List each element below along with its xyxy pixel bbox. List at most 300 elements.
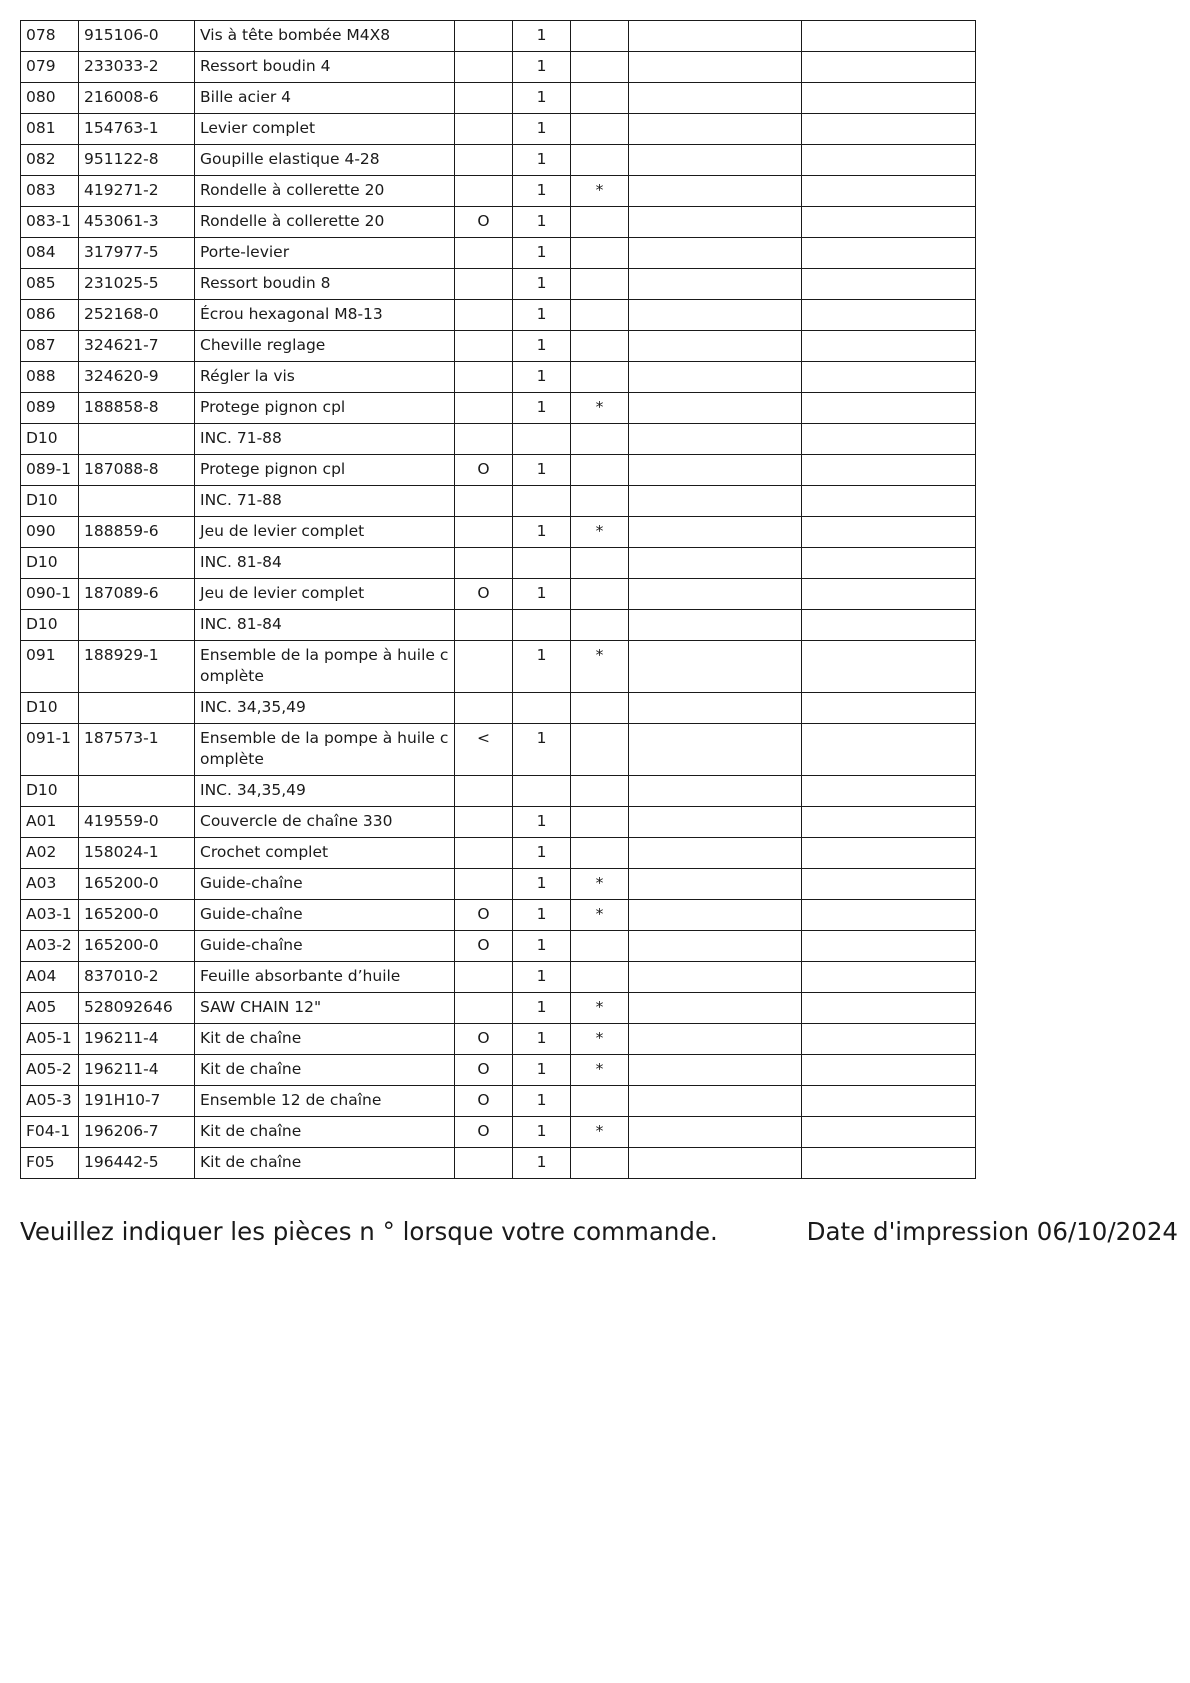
blank-cell <box>629 579 802 610</box>
mark-cell <box>571 300 629 331</box>
description-cell: Crochet complet <box>195 838 455 869</box>
table-row <box>21 1055 976 1086</box>
table-row <box>21 693 976 724</box>
mark-cell <box>571 486 629 517</box>
quantity-cell: 1 <box>513 238 571 269</box>
blank-cell <box>802 269 976 300</box>
description-cell: Kit de chaîne <box>195 1024 455 1055</box>
description-cell: Porte-levier <box>195 238 455 269</box>
part-number-cell: 165200-0 <box>79 900 195 931</box>
print-date: Date d'impression 06/10/2024 <box>806 1217 1178 1246</box>
blank-cell <box>629 517 802 548</box>
part-number-cell: 187573-1 <box>79 724 195 776</box>
mark-cell: * <box>571 1055 629 1086</box>
description-cell: Kit de chaîne <box>195 1148 455 1179</box>
ref-number-cell: D10 <box>21 610 79 641</box>
mark-cell: * <box>571 176 629 207</box>
table-row <box>21 1148 976 1179</box>
blank-cell <box>629 869 802 900</box>
blank-cell <box>629 176 802 207</box>
blank-cell <box>629 52 802 83</box>
part-number-cell: 196206-7 <box>79 1117 195 1148</box>
blank-cell <box>629 362 802 393</box>
blank-cell <box>802 838 976 869</box>
blank-cell <box>802 393 976 424</box>
option-cell <box>455 993 513 1024</box>
part-number-cell: 231025-5 <box>79 269 195 300</box>
description-cell: Goupille elastique 4-28 <box>195 145 455 176</box>
mark-cell <box>571 207 629 238</box>
quantity-cell: 1 <box>513 1024 571 1055</box>
option-cell <box>455 114 513 145</box>
table-row <box>21 176 976 207</box>
mark-cell <box>571 1086 629 1117</box>
mark-cell <box>571 931 629 962</box>
part-number-cell: 165200-0 <box>79 869 195 900</box>
ref-number-cell: 089-1 <box>21 455 79 486</box>
ref-number-cell: 079 <box>21 52 79 83</box>
description-cell: INC. 34,35,49 <box>195 693 455 724</box>
table-row <box>21 393 976 424</box>
part-number-cell <box>79 776 195 807</box>
table-row <box>21 548 976 579</box>
quantity-cell <box>513 693 571 724</box>
quantity-cell <box>513 424 571 455</box>
description-cell: Ensemble de la pompe à huile complète <box>195 724 455 776</box>
part-number-cell: 252168-0 <box>79 300 195 331</box>
blank-cell <box>802 548 976 579</box>
table-row <box>21 807 976 838</box>
option-cell <box>455 52 513 83</box>
mark-cell <box>571 1148 629 1179</box>
blank-cell <box>629 962 802 993</box>
ref-number-cell: 090 <box>21 517 79 548</box>
ref-number-cell: A03-1 <box>21 900 79 931</box>
part-number-cell: 216008-6 <box>79 83 195 114</box>
option-cell <box>455 486 513 517</box>
table-row <box>21 993 976 1024</box>
blank-cell <box>802 455 976 486</box>
quantity-cell <box>513 548 571 579</box>
table-row <box>21 1086 976 1117</box>
description-cell: Écrou hexagonal M8-13 <box>195 300 455 331</box>
table-row <box>21 238 976 269</box>
part-number-cell: 528092646 <box>79 993 195 1024</box>
part-number-cell: 191H10-7 <box>79 1086 195 1117</box>
table-row <box>21 869 976 900</box>
blank-cell <box>802 1117 976 1148</box>
blank-cell <box>802 724 976 776</box>
description-cell: Jeu de levier complet <box>195 517 455 548</box>
option-cell: O <box>455 1024 513 1055</box>
blank-cell <box>629 900 802 931</box>
description-cell: Guide-chaîne <box>195 869 455 900</box>
option-cell <box>455 145 513 176</box>
option-cell <box>455 424 513 455</box>
ref-number-cell: 083-1 <box>21 207 79 238</box>
blank-cell <box>629 1148 802 1179</box>
blank-cell <box>802 931 976 962</box>
table-row <box>21 83 976 114</box>
part-number-cell <box>79 693 195 724</box>
description-cell: Régler la vis <box>195 362 455 393</box>
ref-number-cell: A03-2 <box>21 931 79 962</box>
part-number-cell: 837010-2 <box>79 962 195 993</box>
blank-cell <box>629 1055 802 1086</box>
option-cell <box>455 21 513 52</box>
quantity-cell: 1 <box>513 145 571 176</box>
option-cell <box>455 362 513 393</box>
blank-cell <box>629 486 802 517</box>
blank-cell <box>802 1055 976 1086</box>
table-row <box>21 21 976 52</box>
blank-cell <box>629 776 802 807</box>
table-row <box>21 900 976 931</box>
table-row <box>21 517 976 548</box>
ref-number-cell: 090-1 <box>21 579 79 610</box>
quantity-cell: 1 <box>513 900 571 931</box>
ref-number-cell: 078 <box>21 21 79 52</box>
quantity-cell: 1 <box>513 455 571 486</box>
mark-cell <box>571 145 629 176</box>
option-cell <box>455 962 513 993</box>
blank-cell <box>802 517 976 548</box>
blank-cell <box>629 807 802 838</box>
ref-number-cell: 088 <box>21 362 79 393</box>
blank-cell <box>802 641 976 693</box>
mark-cell: * <box>571 641 629 693</box>
blank-cell <box>802 362 976 393</box>
table-row <box>21 579 976 610</box>
table-row <box>21 145 976 176</box>
mark-cell <box>571 455 629 486</box>
quantity-cell: 1 <box>513 1148 571 1179</box>
description-cell: Kit de chaîne <box>195 1117 455 1148</box>
table-row <box>21 300 976 331</box>
table-row <box>21 52 976 83</box>
quantity-cell <box>513 776 571 807</box>
option-cell <box>455 331 513 362</box>
table-row <box>21 610 976 641</box>
blank-cell <box>629 300 802 331</box>
quantity-cell: 1 <box>513 83 571 114</box>
description-cell: Vis à tête bombée M4X8 <box>195 21 455 52</box>
blank-cell <box>629 21 802 52</box>
part-number-cell <box>79 610 195 641</box>
description-cell: Ensemble de la pompe à huile complète <box>195 641 455 693</box>
option-cell: O <box>455 455 513 486</box>
blank-cell <box>629 693 802 724</box>
blank-cell <box>802 52 976 83</box>
table-row <box>21 931 976 962</box>
ref-number-cell: 080 <box>21 83 79 114</box>
mark-cell <box>571 114 629 145</box>
ref-number-cell: D10 <box>21 424 79 455</box>
quantity-cell <box>513 610 571 641</box>
mark-cell <box>571 724 629 776</box>
parts-table <box>20 20 976 1179</box>
blank-cell <box>629 724 802 776</box>
part-number-cell: 165200-0 <box>79 931 195 962</box>
option-cell <box>455 517 513 548</box>
quantity-cell: 1 <box>513 269 571 300</box>
table-row <box>21 424 976 455</box>
quantity-cell: 1 <box>513 1055 571 1086</box>
parts-table-body <box>21 21 976 1179</box>
quantity-cell: 1 <box>513 21 571 52</box>
quantity-cell: 1 <box>513 1117 571 1148</box>
part-number-cell: 154763-1 <box>79 114 195 145</box>
table-row <box>21 486 976 517</box>
mark-cell <box>571 693 629 724</box>
blank-cell <box>802 579 976 610</box>
description-cell: Guide-chaîne <box>195 931 455 962</box>
quantity-cell: 1 <box>513 331 571 362</box>
table-row <box>21 838 976 869</box>
option-cell: O <box>455 900 513 931</box>
blank-cell <box>802 1148 976 1179</box>
ref-number-cell: D10 <box>21 693 79 724</box>
description-cell: INC. 81-84 <box>195 610 455 641</box>
option-cell: O <box>455 931 513 962</box>
description-cell: Couvercle de chaîne 330 <box>195 807 455 838</box>
blank-cell <box>629 1024 802 1055</box>
blank-cell <box>802 21 976 52</box>
mark-cell <box>571 21 629 52</box>
option-cell <box>455 610 513 641</box>
blank-cell <box>802 83 976 114</box>
mark-cell <box>571 579 629 610</box>
mark-cell <box>571 548 629 579</box>
part-number-cell: 187089-6 <box>79 579 195 610</box>
ref-number-cell: A02 <box>21 838 79 869</box>
option-cell <box>455 776 513 807</box>
part-number-cell: 419271-2 <box>79 176 195 207</box>
mark-cell: * <box>571 393 629 424</box>
ref-number-cell: F05 <box>21 1148 79 1179</box>
ref-number-cell: 089 <box>21 393 79 424</box>
ref-number-cell: 081 <box>21 114 79 145</box>
description-cell: Ressort boudin 4 <box>195 52 455 83</box>
blank-cell <box>802 1024 976 1055</box>
ref-number-cell: 085 <box>21 269 79 300</box>
mark-cell: * <box>571 900 629 931</box>
part-number-cell: 158024-1 <box>79 838 195 869</box>
blank-cell <box>629 455 802 486</box>
part-number-cell <box>79 548 195 579</box>
blank-cell <box>802 176 976 207</box>
ref-number-cell: A05-1 <box>21 1024 79 1055</box>
part-number-cell: 324620-9 <box>79 362 195 393</box>
description-cell: Protege pignon cpl <box>195 455 455 486</box>
description-cell: Rondelle à collerette 20 <box>195 176 455 207</box>
mark-cell: * <box>571 993 629 1024</box>
part-number-cell: 196211-4 <box>79 1055 195 1086</box>
blank-cell <box>802 486 976 517</box>
mark-cell <box>571 424 629 455</box>
option-cell: O <box>455 1117 513 1148</box>
part-number-cell: 233033-2 <box>79 52 195 83</box>
quantity-cell: 1 <box>513 962 571 993</box>
blank-cell <box>802 145 976 176</box>
table-row <box>21 269 976 300</box>
description-cell: INC. 34,35,49 <box>195 776 455 807</box>
option-cell <box>455 838 513 869</box>
blank-cell <box>629 838 802 869</box>
ref-number-cell: A04 <box>21 962 79 993</box>
description-cell: Guide-chaîne <box>195 900 455 931</box>
ref-number-cell: 091-1 <box>21 724 79 776</box>
ref-number-cell: 087 <box>21 331 79 362</box>
blank-cell <box>629 641 802 693</box>
part-number-cell: 187088-8 <box>79 455 195 486</box>
mark-cell <box>571 362 629 393</box>
quantity-cell: 1 <box>513 931 571 962</box>
option-cell <box>455 641 513 693</box>
part-number-cell: 915106-0 <box>79 21 195 52</box>
ref-number-cell: A05-2 <box>21 1055 79 1086</box>
blank-cell <box>802 776 976 807</box>
ref-number-cell: F04-1 <box>21 1117 79 1148</box>
description-cell: Levier complet <box>195 114 455 145</box>
part-number-cell: 317977-5 <box>79 238 195 269</box>
mark-cell <box>571 776 629 807</box>
blank-cell <box>629 1086 802 1117</box>
description-cell: Kit de chaîne <box>195 1055 455 1086</box>
ref-number-cell: A01 <box>21 807 79 838</box>
option-cell <box>455 176 513 207</box>
description-cell: INC. 81-84 <box>195 548 455 579</box>
blank-cell <box>802 993 976 1024</box>
mark-cell <box>571 331 629 362</box>
ref-number-cell: A05-3 <box>21 1086 79 1117</box>
ref-number-cell: D10 <box>21 548 79 579</box>
blank-cell <box>802 424 976 455</box>
part-number-cell: 453061-3 <box>79 207 195 238</box>
blank-cell <box>802 207 976 238</box>
order-instruction-note: Veuillez indiquer les pièces n ° lorsque votre commande. <box>20 1217 718 1246</box>
table-row <box>21 1024 976 1055</box>
part-number-cell: 324621-7 <box>79 331 195 362</box>
quantity-cell: 1 <box>513 1086 571 1117</box>
mark-cell: * <box>571 1024 629 1055</box>
blank-cell <box>629 269 802 300</box>
quantity-cell: 1 <box>513 517 571 548</box>
description-cell: INC. 71-88 <box>195 424 455 455</box>
mark-cell <box>571 962 629 993</box>
table-row <box>21 641 976 693</box>
blank-cell <box>629 145 802 176</box>
table-row <box>21 962 976 993</box>
quantity-cell <box>513 486 571 517</box>
mark-cell <box>571 269 629 300</box>
description-cell: SAW CHAIN 12" <box>195 993 455 1024</box>
quantity-cell: 1 <box>513 207 571 238</box>
table-row <box>21 1117 976 1148</box>
part-number-cell: 951122-8 <box>79 145 195 176</box>
table-row <box>21 114 976 145</box>
part-number-cell: 188859-6 <box>79 517 195 548</box>
option-cell <box>455 269 513 300</box>
blank-cell <box>629 1117 802 1148</box>
blank-cell <box>802 807 976 838</box>
quantity-cell: 1 <box>513 52 571 83</box>
mark-cell <box>571 52 629 83</box>
blank-cell <box>629 993 802 1024</box>
quantity-cell: 1 <box>513 993 571 1024</box>
quantity-cell: 1 <box>513 300 571 331</box>
blank-cell <box>629 331 802 362</box>
quantity-cell: 1 <box>513 869 571 900</box>
quantity-cell: 1 <box>513 724 571 776</box>
blank-cell <box>802 962 976 993</box>
blank-cell <box>629 83 802 114</box>
mark-cell <box>571 83 629 114</box>
blank-cell <box>629 114 802 145</box>
table-row <box>21 455 976 486</box>
quantity-cell: 1 <box>513 807 571 838</box>
option-cell: < <box>455 724 513 776</box>
blank-cell <box>802 693 976 724</box>
description-cell: Protege pignon cpl <box>195 393 455 424</box>
description-cell: Rondelle à collerette 20 <box>195 207 455 238</box>
option-cell <box>455 300 513 331</box>
mark-cell: * <box>571 1117 629 1148</box>
blank-cell <box>629 238 802 269</box>
table-row <box>21 776 976 807</box>
ref-number-cell: 086 <box>21 300 79 331</box>
description-cell: Ensemble 12 de chaîne <box>195 1086 455 1117</box>
description-cell: Ressort boudin 8 <box>195 269 455 300</box>
blank-cell <box>802 331 976 362</box>
blank-cell <box>629 931 802 962</box>
ref-number-cell: 083 <box>21 176 79 207</box>
blank-cell <box>629 393 802 424</box>
ref-number-cell: A05 <box>21 993 79 1024</box>
part-number-cell <box>79 486 195 517</box>
ref-number-cell: D10 <box>21 486 79 517</box>
blank-cell <box>802 869 976 900</box>
option-cell <box>455 807 513 838</box>
blank-cell <box>802 114 976 145</box>
quantity-cell: 1 <box>513 362 571 393</box>
option-cell: O <box>455 579 513 610</box>
part-number-cell: 188858-8 <box>79 393 195 424</box>
ref-number-cell: 084 <box>21 238 79 269</box>
table-row <box>21 207 976 238</box>
blank-cell <box>802 238 976 269</box>
mark-cell: * <box>571 517 629 548</box>
blank-cell <box>802 900 976 931</box>
mark-cell <box>571 807 629 838</box>
blank-cell <box>802 610 976 641</box>
part-number-cell: 196211-4 <box>79 1024 195 1055</box>
description-cell: INC. 71-88 <box>195 486 455 517</box>
blank-cell <box>802 1086 976 1117</box>
ref-number-cell: D10 <box>21 776 79 807</box>
blank-cell <box>629 424 802 455</box>
mark-cell <box>571 610 629 641</box>
ref-number-cell: A03 <box>21 869 79 900</box>
description-cell: Bille acier 4 <box>195 83 455 114</box>
table-row <box>21 724 976 776</box>
quantity-cell: 1 <box>513 579 571 610</box>
part-number-cell: 419559-0 <box>79 807 195 838</box>
quantity-cell: 1 <box>513 838 571 869</box>
blank-cell <box>629 610 802 641</box>
mark-cell <box>571 238 629 269</box>
option-cell <box>455 393 513 424</box>
